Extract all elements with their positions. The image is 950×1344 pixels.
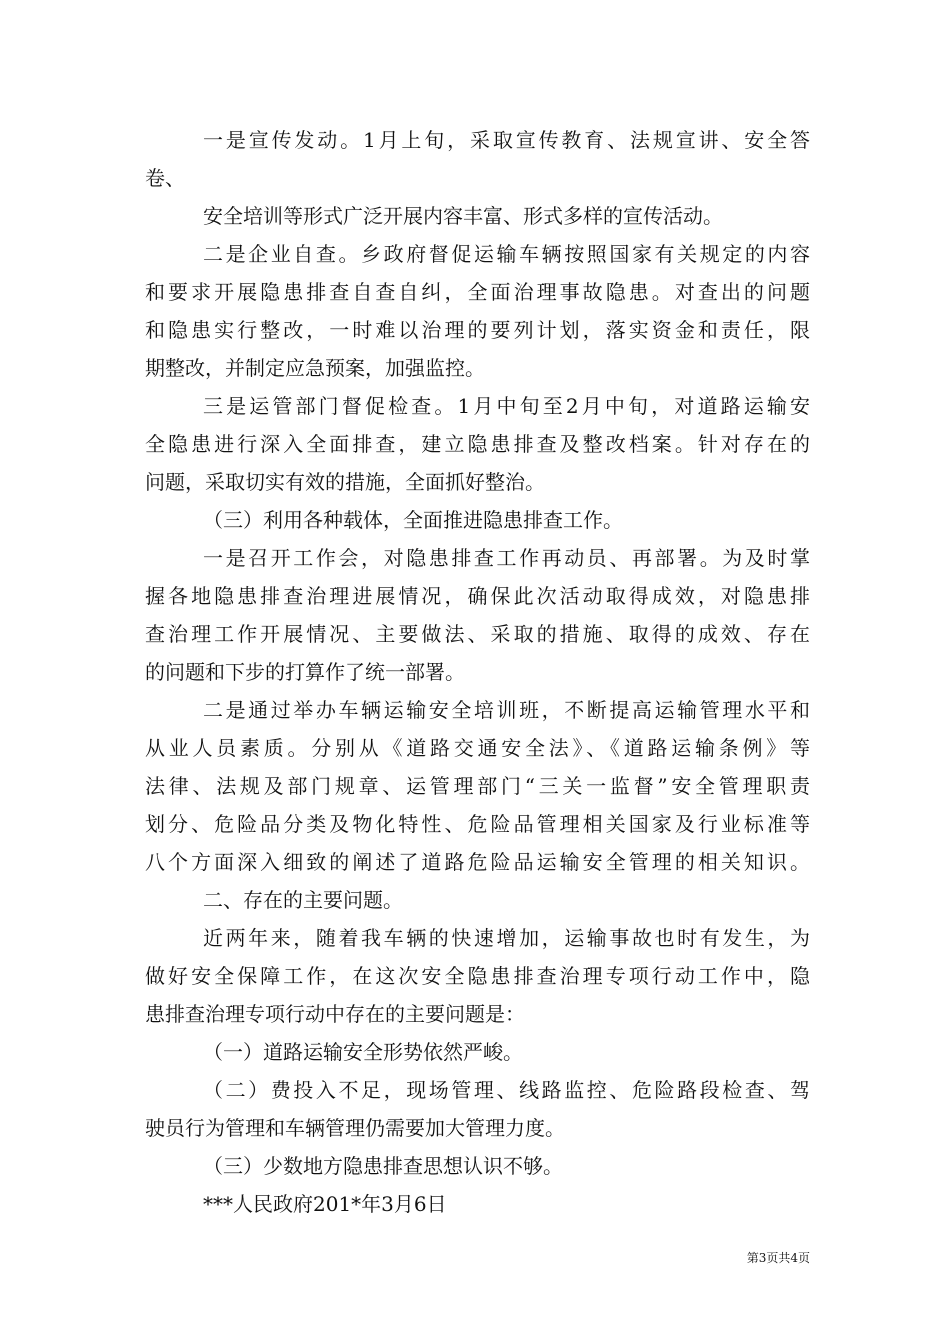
paragraph-line: 和要求开展隐患排查自查自纠，全面治理事故隐患。对查出的问题 [145, 280, 810, 304]
paragraph-line: 从业人员素质。分别从《道路交通安全法》、《道路运输条例》等 [145, 736, 810, 760]
paragraph-line: 二是企业自查。乡政府督促运输车辆按照国家有关规定的内容 [203, 242, 810, 266]
paragraph-line: 患排查治理专项行动中存在的主要问题是： [145, 1002, 525, 1026]
paragraph-line: 和隐患实行整改，一时难以治理的要列计划，落实资金和责任，限 [145, 318, 810, 342]
paragraph-line: 全隐患进行深入全面排查，建立隐患排查及整改档案。针对存在的 [145, 432, 810, 456]
section-heading: （三）利用各种载体，全面推进隐患排查工作。 [203, 508, 623, 532]
list-item: （二）费投入不足，现场管理、线路监控、危险路段检查、驾 [203, 1078, 810, 1102]
paragraph-line: 一是宣传发动。1月上旬，采取宣传教育、法规宣讲、安全答 [203, 128, 810, 152]
list-item: （一）道路运输安全形势依然严峻。 [203, 1040, 523, 1064]
paragraph-line: 期整改，并制定应急预案，加强监控。 [145, 356, 485, 380]
page-number: 第3页共4页 [746, 1251, 810, 1265]
paragraph-line: 划分、危险品分类及物化特性、危险品管理相关国家及行业标准等 [145, 812, 810, 836]
paragraph-line: 问题，采取切实有效的措施，全面抓好整治。 [145, 470, 545, 494]
paragraph-line: 驶员行为管理和车辆管理仍需要加大管理力度。 [145, 1116, 565, 1140]
paragraph-line: 做好安全保障工作，在这次安全隐患排查治理专项行动工作中，隐 [145, 964, 810, 988]
paragraph-line: 八个方面深入细致的阐述了道路危险品运输安全管理的相关知识。 [145, 850, 810, 874]
paragraph-line: 查治理工作开展情况、主要做法、采取的措施、取得的成效、存在 [145, 622, 810, 646]
paragraph-line: 一是召开工作会，对隐患排查工作再动员、再部署。为及时掌 [203, 546, 810, 570]
document-body [145, 121, 810, 1223]
paragraph-line: 安全培训等形式广泛开展内容丰富、形式多样的宣传活动。 [203, 204, 723, 228]
paragraph-line: 二是通过举办车辆运输安全培训班，不断提高运输管理水平和 [203, 698, 810, 722]
list-item: （三）少数地方隐患排查思想认识不够。 [203, 1154, 563, 1178]
paragraph-line: 握各地隐患排查治理进展情况，确保此次活动取得成效，对隐患排 [145, 584, 810, 608]
paragraph-line: 卷、 [145, 166, 185, 190]
paragraph-line: 近两年来，随着我车辆的快速增加，运输事故也时有发生，为 [203, 926, 810, 950]
paragraph-line: 的问题和下步的打算作了统一部署。 [145, 660, 465, 684]
paragraph-line: 三是运管部门督促检查。1月中旬至2月中旬，对道路运输安 [203, 394, 810, 418]
section-heading: 二、存在的主要问题。 [203, 888, 403, 912]
signature-line: ***人民政府201*年3月6日 [203, 1192, 447, 1216]
paragraph-line: 法律、法规及部门规章、运管理部门“三关一监督”安全管理职责 [145, 774, 810, 798]
